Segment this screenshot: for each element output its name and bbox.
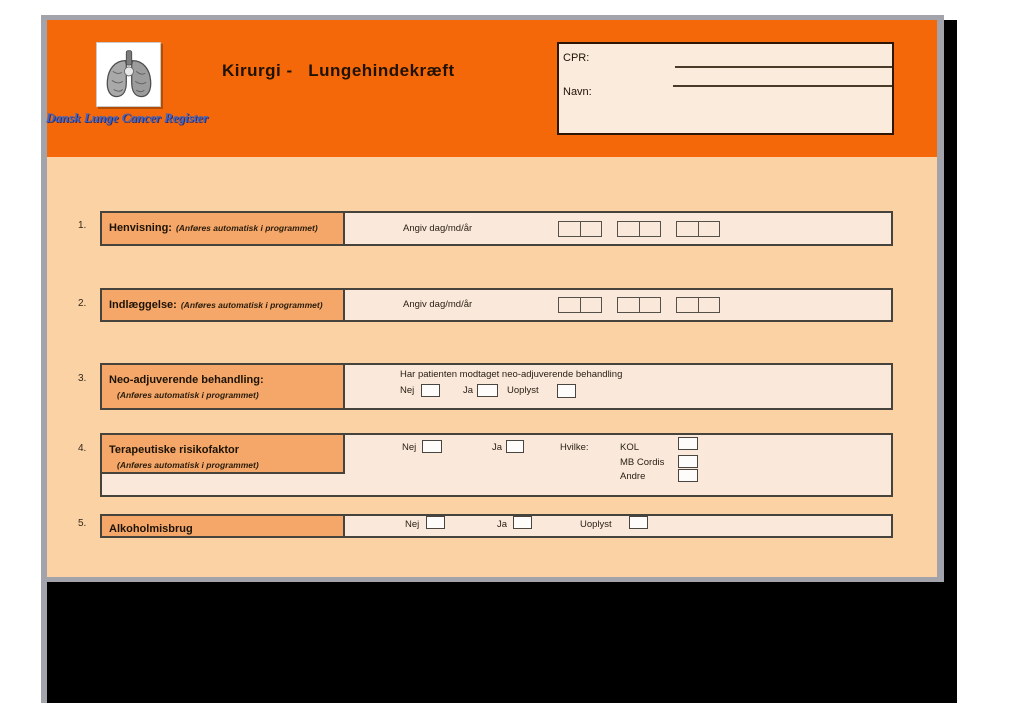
cpr-input-line[interactable] [675, 66, 892, 68]
date-cell[interactable] [699, 222, 720, 236]
date-cell[interactable] [559, 298, 581, 312]
row3-nej-checkbox[interactable] [421, 384, 440, 397]
row4-note: (Anføres automatisk i programmet) [117, 460, 259, 470]
row1-label: Henvisning: [109, 222, 172, 234]
row4-label-cell [102, 435, 345, 474]
row3-label-cell [102, 365, 345, 408]
date-cell[interactable] [640, 298, 661, 312]
row5-number: 5. [78, 518, 87, 529]
row3-note: (Anføres automatisk i programmet) [117, 390, 259, 400]
row1-date-month[interactable] [617, 221, 661, 237]
date-cell[interactable] [640, 222, 661, 236]
row2-date-year[interactable] [676, 297, 720, 313]
row4-andre-checkbox[interactable] [678, 469, 698, 482]
row3-number: 3. [78, 373, 87, 384]
row2-date-day[interactable] [558, 297, 602, 313]
navn-label: Navn: [563, 86, 592, 98]
row4-option-ja-label: Ja [492, 442, 503, 453]
row4-mbcordis-checkbox[interactable] [678, 455, 698, 468]
logo-caption: Dansk Lunge Cancer Register [45, 110, 209, 125]
navn-input-line[interactable] [673, 85, 892, 87]
row2-box [100, 288, 893, 322]
row5-option-uoplyst-label: Uoplyst [580, 519, 612, 530]
date-cell[interactable] [699, 298, 720, 312]
dlcr-logo [96, 42, 161, 107]
date-cell[interactable] [618, 298, 640, 312]
row4-kol-checkbox[interactable] [678, 437, 698, 450]
page-title: Kirurgi - Lungehindekræft [222, 61, 455, 80]
row4-ja-checkbox[interactable] [506, 440, 524, 453]
row1-date-day[interactable] [558, 221, 602, 237]
row1-date-year[interactable] [676, 221, 720, 237]
row1-date-hint: Angiv dag/md/år [403, 223, 473, 234]
row5-option-nej-label: Nej [405, 519, 420, 530]
date-cell[interactable] [559, 222, 581, 236]
row2-number: 2. [78, 298, 87, 309]
row4-kol-label: KOL [620, 442, 640, 453]
row5-uoplyst-checkbox[interactable] [629, 516, 648, 529]
cpr-label: CPR: [563, 52, 590, 64]
row3-ja-checkbox[interactable] [477, 384, 498, 397]
row4-andre-label: Andre [620, 471, 646, 482]
row1-box [100, 211, 893, 246]
row3-question: Har patienten modtaget neo-adjuverende behandling [400, 369, 623, 380]
row5-label: Alkoholmisbrug [109, 523, 193, 535]
row2-note: (Anføres automatisk i programmet) [180, 300, 323, 310]
shadow-bottom [47, 582, 957, 703]
row1-number: 1. [78, 220, 87, 231]
row4-label: Terapeutiske risikofaktor [109, 444, 240, 456]
row5-option-ja-label: Ja [497, 519, 508, 530]
row5-ja-checkbox[interactable] [513, 516, 532, 529]
row4-which-label: Hvilke: [560, 442, 589, 453]
row4-option-nej-label: Nej [402, 442, 417, 453]
row1-note: (Anføres automatisk i programmet) [175, 223, 318, 233]
date-cell[interactable] [618, 222, 640, 236]
lungs-icon [102, 48, 156, 102]
row2-label-cell [102, 290, 345, 320]
row5-nej-checkbox[interactable] [426, 516, 445, 529]
row4-nej-checkbox[interactable] [422, 440, 442, 453]
row3-uoplyst-checkbox[interactable] [557, 384, 576, 398]
row3-option-uoplyst-label: Uoplyst [507, 385, 539, 396]
date-cell[interactable] [677, 298, 699, 312]
date-cell[interactable] [581, 298, 602, 312]
row4-number: 4. [78, 443, 87, 454]
row3-option-ja-label: Ja [463, 385, 474, 396]
patient-id-box [557, 42, 894, 135]
row4-mbcordis-label: MB Cordis [620, 457, 665, 468]
row2-date-month[interactable] [617, 297, 661, 313]
row3-label: Neo-adjuverende behandling: [109, 374, 264, 386]
row2-label: Indlæggelse: [109, 299, 177, 311]
date-cell[interactable] [581, 222, 602, 236]
date-cell[interactable] [677, 222, 699, 236]
row3-option-nej-label: Nej [400, 385, 415, 396]
row1-label-cell [102, 213, 345, 244]
row5-label-cell [102, 516, 345, 536]
row2-date-hint: Angiv dag/md/år [403, 299, 473, 310]
